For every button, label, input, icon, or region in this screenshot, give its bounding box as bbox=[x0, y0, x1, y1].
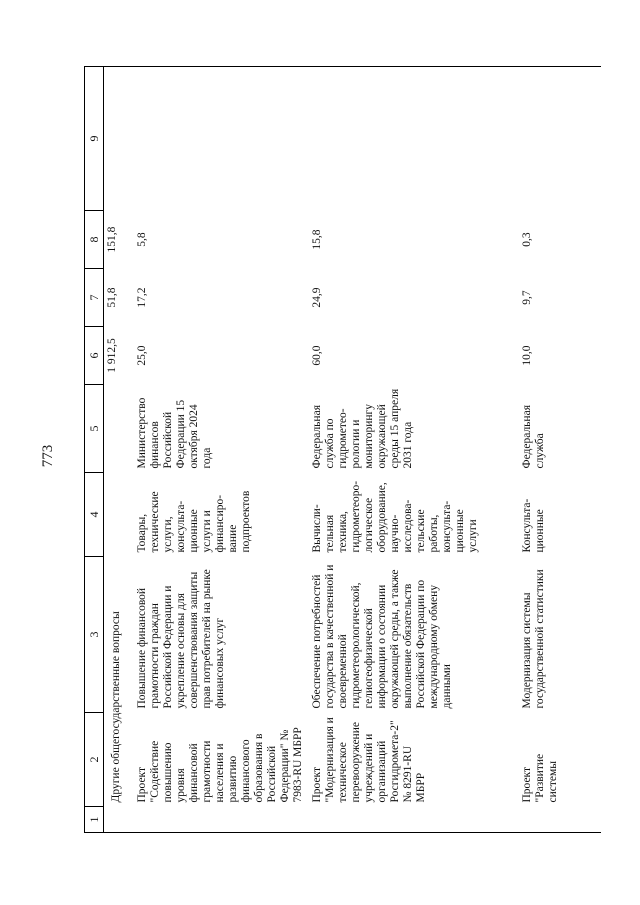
project-executor: Министерство финансов Российской Федерации 15 октября 2024 года bbox=[136, 397, 213, 469]
project-value-7: 9,7 bbox=[521, 290, 533, 305]
project-name: Проект "Содействие повышению уровня финансовой грамотности населения и развитию финансового образования в Российской Федерации" № 7983-RU МБРР bbox=[136, 727, 304, 803]
rotated-table-sheet bbox=[84, 67, 604, 833]
col-header-4: 4 bbox=[85, 473, 104, 557]
project-value-7: 17,2 bbox=[136, 287, 148, 308]
column-number-row bbox=[85, 67, 104, 833]
col-header-8: 8 bbox=[85, 211, 104, 269]
table-row bbox=[130, 67, 305, 833]
project-goods: Вычисли-тельная техника, гидрометеоро-логическое оборудование, научно-исследова-тельские работы, консульта-ционные услуги bbox=[311, 480, 479, 553]
col-header-2: 2 bbox=[85, 713, 104, 807]
project-value-7: 24,9 bbox=[311, 287, 323, 308]
project-executor: Федеральная служба bbox=[521, 405, 546, 469]
col-header-5: 5 bbox=[85, 385, 104, 473]
project-purpose: Обеспечение потребностей государства в качественной и своевременной гидрометеорологической, гелиогеофизической информации о состоянии окружающей среды, а также выполнение обязательств Российской Федерации по международному обмену данными bbox=[311, 564, 453, 709]
project-value-8: 15,8 bbox=[311, 229, 323, 250]
section-total: 1 912,5 bbox=[106, 338, 118, 373]
table-row bbox=[305, 67, 515, 833]
project-name: Проект "Модернизация и техническое перевооружение учреждений и организаций Росгидромета-2" № 8291-RU МБРР bbox=[311, 717, 427, 803]
project-purpose: Модернизация системы государственной статистики bbox=[521, 569, 546, 709]
project-value-6: 25,0 bbox=[136, 345, 148, 366]
table-row bbox=[515, 67, 601, 833]
section-title: Другие общегосударственные вопросы bbox=[110, 611, 122, 803]
project-value-6: 60,0 bbox=[311, 345, 323, 366]
col-header-9: 9 bbox=[85, 67, 104, 211]
project-goods: Консульта-ционные bbox=[521, 498, 546, 553]
page-number: 773 bbox=[40, 444, 56, 468]
col-header-1: 1 bbox=[85, 807, 104, 833]
col-header-3: 3 bbox=[85, 557, 104, 713]
project-value-8: 5,8 bbox=[136, 232, 148, 247]
project-purpose: Повышение финансовой грамотности граждан Российской Федерации и укрепление основы для совершенствования защиты прав потребителей на рынке финансовых услуг bbox=[136, 569, 226, 709]
loan-projects-table bbox=[84, 66, 601, 833]
section-total-7: 51,8 bbox=[106, 287, 118, 308]
col-header-6: 6 bbox=[85, 327, 104, 385]
project-goods: Товары, технические услуги, консульта-ционные услуги и финансиро-вание подпроектов bbox=[136, 490, 252, 553]
col-header-7: 7 bbox=[85, 269, 104, 327]
project-executor: Федеральная служба по гидрометео-рологии и мониторингу окружающей среды 15 апреля 2031 года bbox=[311, 388, 414, 469]
section-row bbox=[104, 67, 131, 833]
project-value-8: 0,3 bbox=[521, 232, 533, 247]
section-total-8: 151,8 bbox=[106, 226, 118, 253]
project-value-6: 10,0 bbox=[521, 345, 533, 366]
project-name: Проект "Развитие системы bbox=[521, 753, 559, 803]
